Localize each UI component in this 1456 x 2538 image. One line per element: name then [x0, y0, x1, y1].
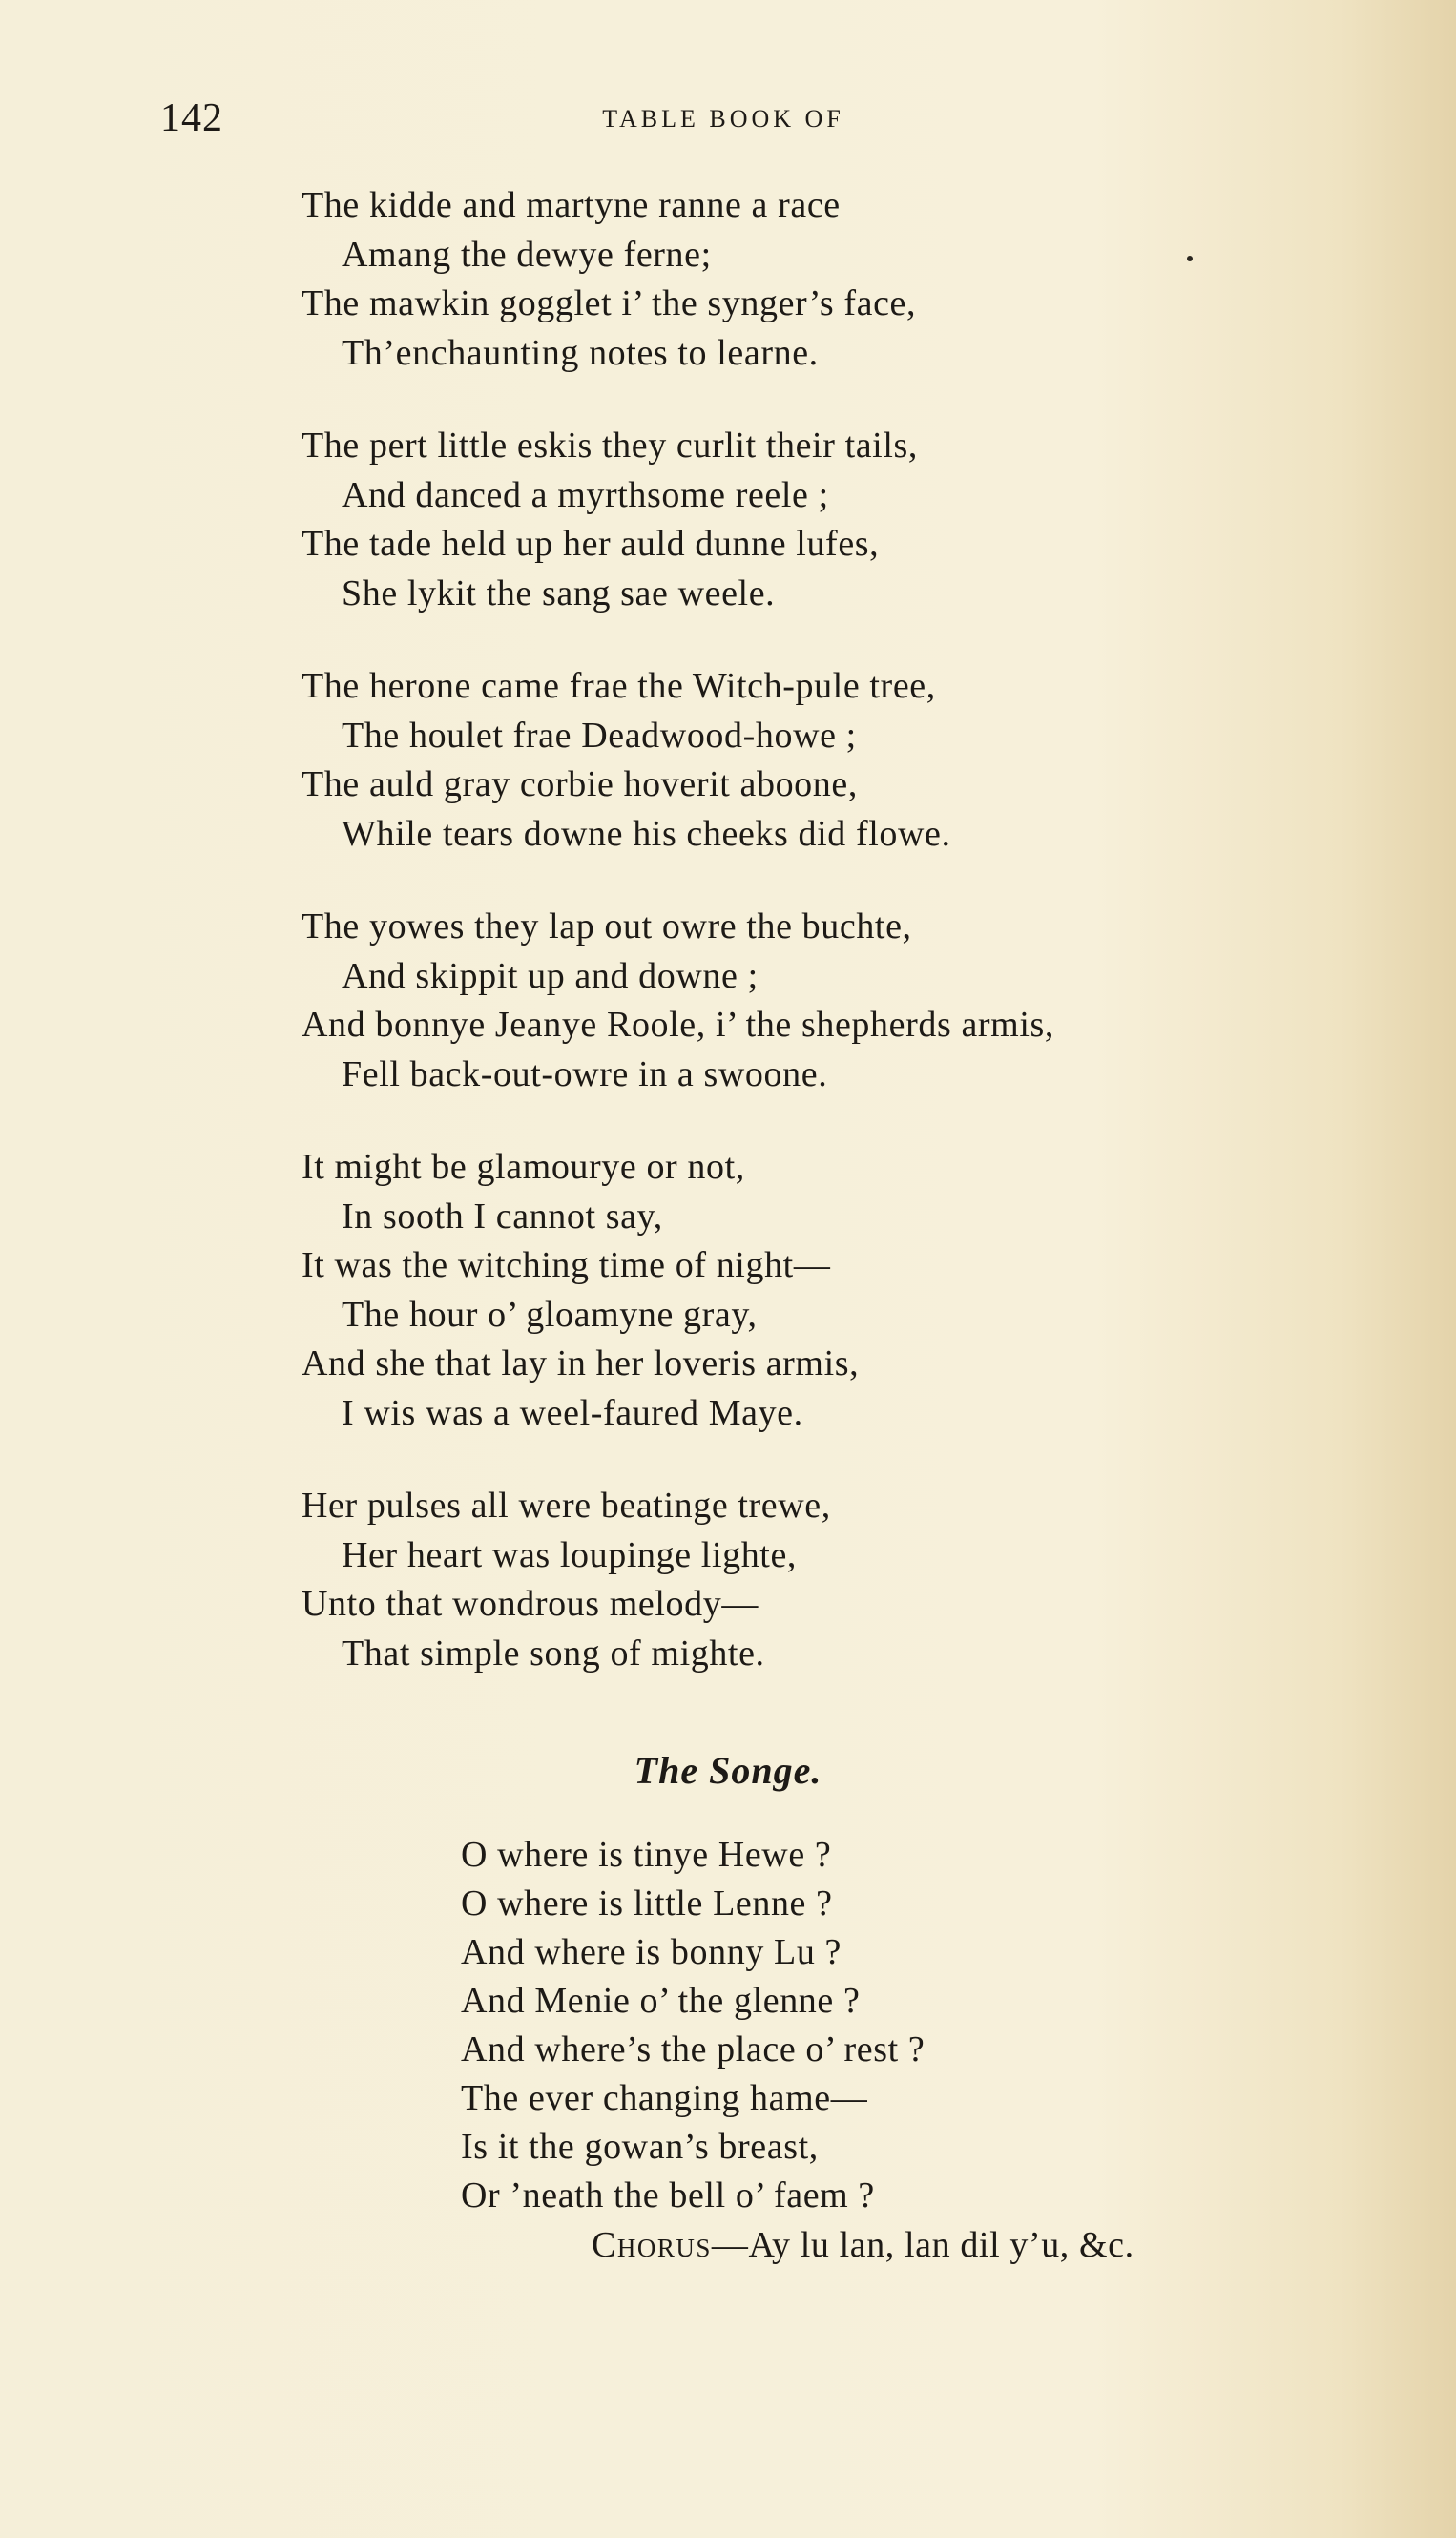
page-number: 142 [160, 96, 223, 140]
poem-line: Unto that wondrous melody— [302, 1584, 759, 1624]
poem-line: The hour o’ gloamyne gray, [342, 1294, 758, 1335]
poem-line: That simple song of mighte. [342, 1633, 765, 1674]
stanza [302, 1143, 1256, 1438]
song-line: The ever changing hame— [461, 2078, 868, 2118]
poem-line: Her heart was loupinge lighte, [342, 1534, 798, 1575]
stanza [302, 1482, 1256, 1678]
page-header [160, 95, 1286, 153]
poem-line: I wis was a weel-faured Maye. [342, 1392, 803, 1433]
poem-line: And skippit up and downe ; [342, 955, 759, 996]
song-line: And where is bonny Lu ? [461, 1932, 842, 1972]
song-line: Or ’neath the bell o’ faem ? [461, 2175, 875, 2216]
song-title: The Songe. [634, 1749, 822, 1792]
poem-line: The auld gray corbie hoverit aboone, [302, 764, 858, 804]
song-verse [461, 1831, 1320, 2220]
song-line: O where is little Lenne ? [461, 1883, 833, 1924]
song-line: And where’s the place o’ rest ? [461, 2029, 926, 2070]
poem-line: It was the witching time of night— [302, 1245, 831, 1285]
running-head: TABLE BOOK OF [602, 105, 844, 133]
poem-line: Th’enchaunting notes to learne. [342, 332, 819, 373]
poem-line: And she that lay in her loveris armis, [302, 1343, 860, 1383]
poem-line: She lykit the sang sae weele. [342, 572, 776, 614]
poem-line: Fell back-out-owre in a swoone. [342, 1053, 828, 1094]
poem-line: In sooth I cannot say, [342, 1196, 663, 1237]
poem-line: The yowes they lap out owre the buchte, [302, 906, 912, 947]
poem-line: The kidde and martyne ranne a race [302, 185, 841, 225]
poem-line: While tears downe his cheeks did flowe. [342, 813, 951, 854]
poem-line: The pert little eskis they curlit their tails, [302, 426, 918, 466]
chorus-label: Chorus [592, 2225, 712, 2265]
poem-line: The mawkin gogglet i’ the synger’s face, [302, 283, 917, 323]
poem-line: Amang the dewye ferne; [342, 234, 712, 275]
chorus-text: —Ay lu lan, lan dil y’u, &c. [711, 2225, 1134, 2265]
poem-line: And bonnye Jeanye Roole, i’ the shepherds armis, [302, 1005, 1054, 1045]
song-line: And Menie o’ the glenne ? [461, 1981, 861, 2021]
ballad-poem [302, 181, 1256, 1722]
chorus-line [592, 2224, 1134, 2266]
poem-line: Her pulses all were beatinge trewe, [302, 1486, 831, 1526]
poem-line: And danced a myrthsome reele ; [342, 474, 829, 515]
song-line: Is it the gowan’s breast, [461, 2127, 819, 2167]
stanza [302, 422, 1256, 618]
poem-line: It might be glamourye or not, [302, 1147, 745, 1187]
stanza [302, 903, 1256, 1099]
poem-line: The tade held up her auld dunne lufes, [302, 524, 880, 564]
stanza [302, 662, 1256, 859]
poem-line: The herone came frae the Witch-pule tree, [302, 666, 936, 706]
poem-line: The houlet frae Deadwood-howe ; [342, 715, 857, 756]
song-line: O where is tinye Hewe ? [461, 1835, 832, 1875]
stanza [302, 181, 1256, 378]
